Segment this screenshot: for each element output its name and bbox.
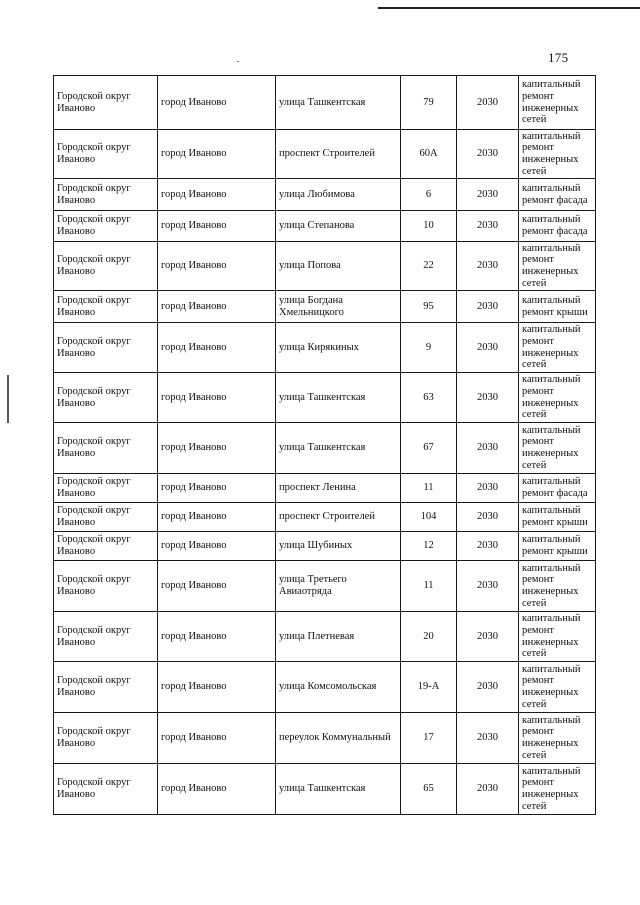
cell-house-number: 60А xyxy=(401,130,457,179)
cell-house-number: 11 xyxy=(401,561,457,612)
cell-district: Городской округ Иваново xyxy=(54,561,158,612)
cell-house-number: 79 xyxy=(401,76,457,130)
cell-city: город Иваново xyxy=(158,76,276,130)
cell-house-number: 12 xyxy=(401,532,457,561)
cell-city: город Иваново xyxy=(158,474,276,503)
cell-street: улица Кирякиных xyxy=(276,323,401,373)
cell-district: Городской округ Иваново xyxy=(54,242,158,291)
cell-year: 2030 xyxy=(457,291,519,323)
cell-district: Городской округ Иваново xyxy=(54,474,158,503)
cell-city: город Иваново xyxy=(158,423,276,474)
cell-district: Городской округ Иваново xyxy=(54,291,158,323)
cell-street: улица Комсомольская xyxy=(276,662,401,713)
cell-city: город Иваново xyxy=(158,373,276,423)
cell-district: Городской округ Иваново xyxy=(54,423,158,474)
cell-city: город Иваново xyxy=(158,532,276,561)
table-row xyxy=(54,76,596,130)
cell-city: город Иваново xyxy=(158,130,276,179)
cell-work-type: капитальный ремонт инженерных сетей xyxy=(519,662,596,713)
cell-district: Городской округ Иваново xyxy=(54,503,158,532)
cell-street: переулок Коммунальный xyxy=(276,713,401,764)
cell-work-type: капитальный ремонт крыши xyxy=(519,291,596,323)
cell-work-type: капитальный ремонт инженерных сетей xyxy=(519,561,596,612)
cell-work-type: капитальный ремонт крыши xyxy=(519,532,596,561)
cell-year: 2030 xyxy=(457,713,519,764)
table-row xyxy=(54,662,596,713)
cell-street: улица Любимова xyxy=(276,179,401,211)
cell-work-type: капитальный ремонт инженерных сетей xyxy=(519,423,596,474)
cell-district: Городской округ Иваново xyxy=(54,532,158,561)
cell-year: 2030 xyxy=(457,179,519,211)
cell-street: улица Третьего Авиаотряда xyxy=(276,561,401,612)
cell-house-number: 6 xyxy=(401,179,457,211)
cell-house-number: 104 xyxy=(401,503,457,532)
table-row xyxy=(54,242,596,291)
cell-house-number: 95 xyxy=(401,291,457,323)
cell-year: 2030 xyxy=(457,561,519,612)
table-row xyxy=(54,179,596,211)
cell-work-type: капитальный ремонт фасада xyxy=(519,179,596,211)
cell-city: город Иваново xyxy=(158,323,276,373)
cell-work-type: капитальный ремонт фасада xyxy=(519,474,596,503)
cell-city: город Иваново xyxy=(158,242,276,291)
cell-city: город Иваново xyxy=(158,179,276,211)
cell-house-number: 63 xyxy=(401,373,457,423)
cell-year: 2030 xyxy=(457,503,519,532)
cell-house-number: 17 xyxy=(401,713,457,764)
cell-house-number: 67 xyxy=(401,423,457,474)
cell-district: Городской округ Иваново xyxy=(54,713,158,764)
cell-work-type: капитальный ремонт инженерных сетей xyxy=(519,130,596,179)
cell-year: 2030 xyxy=(457,323,519,373)
table-row xyxy=(54,561,596,612)
table-row xyxy=(54,130,596,179)
cell-house-number: 22 xyxy=(401,242,457,291)
table-row xyxy=(54,612,596,662)
header-rule xyxy=(378,7,640,9)
cell-district: Городской округ Иваново xyxy=(54,612,158,662)
cell-work-type: капитальный ремонт инженерных сетей xyxy=(519,764,596,815)
cell-street: проспект Строителей xyxy=(276,503,401,532)
cell-district: Городской округ Иваново xyxy=(54,373,158,423)
repair-schedule-table xyxy=(53,75,596,815)
table-row xyxy=(54,323,596,373)
cell-district: Городской округ Иваново xyxy=(54,130,158,179)
cell-year: 2030 xyxy=(457,532,519,561)
cell-district: Городской округ Иваново xyxy=(54,764,158,815)
cell-city: город Иваново xyxy=(158,211,276,242)
cell-work-type: капитальный ремонт инженерных сетей xyxy=(519,76,596,130)
cell-street: улица Шубиных xyxy=(276,532,401,561)
cell-work-type: капитальный ремонт инженерных сетей xyxy=(519,713,596,764)
table-row xyxy=(54,291,596,323)
cell-year: 2030 xyxy=(457,474,519,503)
cell-year: 2030 xyxy=(457,423,519,474)
cell-year: 2030 xyxy=(457,130,519,179)
cell-work-type: капитальный ремонт фасада xyxy=(519,211,596,242)
table-row xyxy=(54,474,596,503)
table-row xyxy=(54,211,596,242)
cell-work-type: капитальный ремонт инженерных сетей xyxy=(519,242,596,291)
cell-house-number: 20 xyxy=(401,612,457,662)
cell-city: город Иваново xyxy=(158,561,276,612)
cell-street: улица Ташкентская xyxy=(276,76,401,130)
cell-district: Городской округ Иваново xyxy=(54,662,158,713)
cell-house-number: 65 xyxy=(401,764,457,815)
cell-district: Городской округ Иваново xyxy=(54,76,158,130)
cell-street: улица Ташкентская xyxy=(276,423,401,474)
cell-year: 2030 xyxy=(457,764,519,815)
cell-city: город Иваново xyxy=(158,662,276,713)
page-number: 175 xyxy=(548,50,569,65)
scan-speck xyxy=(237,61,239,62)
table-row xyxy=(54,532,596,561)
cell-work-type: капитальный ремонт инженерных сетей xyxy=(519,323,596,373)
table-row xyxy=(54,373,596,423)
cell-house-number: 10 xyxy=(401,211,457,242)
cell-year: 2030 xyxy=(457,76,519,130)
cell-city: город Иваново xyxy=(158,612,276,662)
cell-house-number: 11 xyxy=(401,474,457,503)
cell-street: улица Попова xyxy=(276,242,401,291)
margin-mark xyxy=(7,375,9,423)
cell-house-number: 9 xyxy=(401,323,457,373)
table-row xyxy=(54,713,596,764)
cell-district: Городской округ Иваново xyxy=(54,323,158,373)
cell-street: улица Степанова xyxy=(276,211,401,242)
cell-work-type: капитальный ремонт инженерных сетей xyxy=(519,373,596,423)
table-row xyxy=(54,503,596,532)
cell-year: 2030 xyxy=(457,242,519,291)
cell-city: город Иваново xyxy=(158,764,276,815)
cell-street: проспект Строителей xyxy=(276,130,401,179)
table-row xyxy=(54,764,596,815)
cell-year: 2030 xyxy=(457,211,519,242)
cell-street: улица Плетневая xyxy=(276,612,401,662)
cell-year: 2030 xyxy=(457,373,519,423)
cell-district: Городской округ Иваново xyxy=(54,211,158,242)
cell-year: 2030 xyxy=(457,662,519,713)
cell-house-number: 19-А xyxy=(401,662,457,713)
cell-city: город Иваново xyxy=(158,503,276,532)
cell-street: улица Богдана Хмельницкого xyxy=(276,291,401,323)
cell-street: проспект Ленина xyxy=(276,474,401,503)
cell-district: Городской округ Иваново xyxy=(54,179,158,211)
cell-year: 2030 xyxy=(457,612,519,662)
table-row xyxy=(54,423,596,474)
cell-work-type: капитальный ремонт инженерных сетей xyxy=(519,612,596,662)
cell-city: город Иваново xyxy=(158,291,276,323)
cell-work-type: капитальный ремонт крыши xyxy=(519,503,596,532)
cell-street: улица Ташкентская xyxy=(276,373,401,423)
cell-city: город Иваново xyxy=(158,713,276,764)
table-body xyxy=(54,76,596,815)
cell-street: улица Ташкентская xyxy=(276,764,401,815)
